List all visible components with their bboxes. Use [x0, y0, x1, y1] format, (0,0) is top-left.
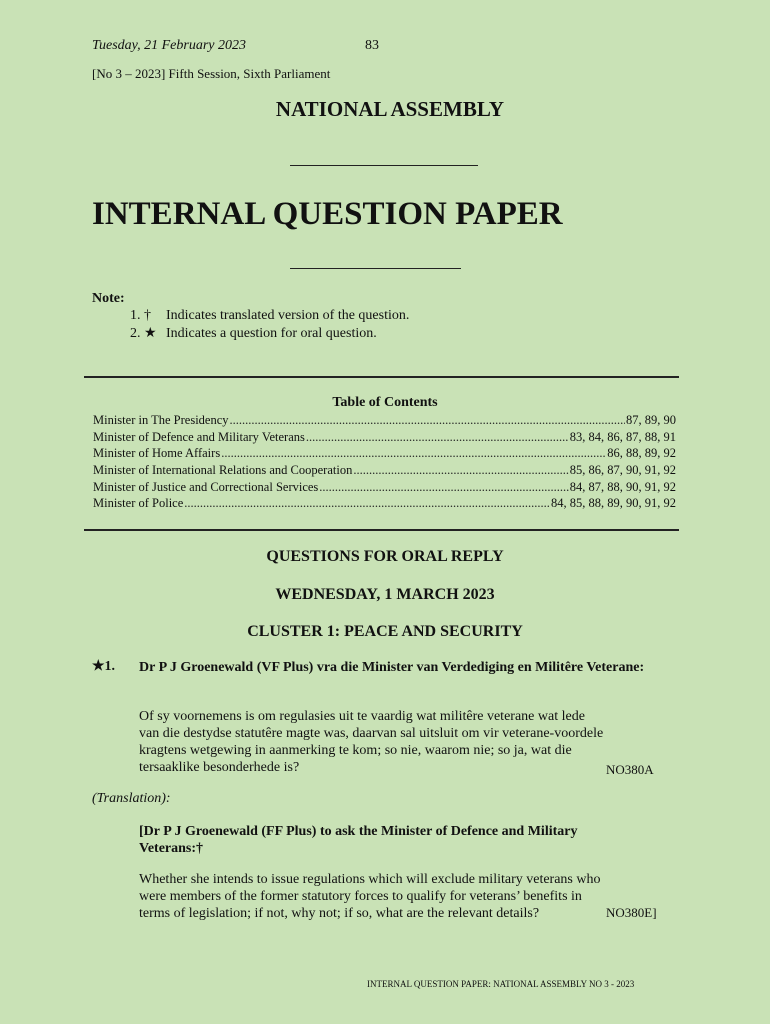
- question-line: van die destydse statutêre magte was, daarvan sal uitsluit om vir veterane-voordele: [139, 726, 604, 741]
- translation-heading: [139, 823, 659, 857]
- toc-entry-name: Minister of Home Affairs: [93, 446, 221, 461]
- session-line: [No 3 – 2023] Fifth Session, Sixth Parliament: [92, 66, 331, 81]
- toc-entry[interactable]: [93, 445, 676, 462]
- section-heading: QUESTIONS FOR ORAL REPLY: [266, 548, 504, 565]
- toc-entry-name: Minister of International Relations and Cooperation: [93, 463, 353, 478]
- leader-dots: [230, 412, 625, 429]
- divider: [290, 165, 478, 166]
- question-line: kragtens wetgewing in aanmerking te kom; so nie, waarom nie; so ja, wat die: [139, 743, 572, 758]
- question-line: tersaaklike besonderhede is?: [139, 760, 300, 775]
- section-rule: [84, 376, 679, 378]
- paper-title: INTERNAL QUESTION PAPER: [92, 196, 563, 232]
- translation-line: Whether she intends to issue regulations which will exclude military veterans who: [139, 872, 601, 887]
- question-heading: Dr P J Groenewald (VF Plus) vra die Minister van Verdediging en Militêre Veterane:: [139, 660, 645, 675]
- cluster-heading: CLUSTER 1: PEACE AND SECURITY: [247, 623, 523, 640]
- translation-line: terms of legislation; if not, why not; if so, what are the relevant details?: [139, 906, 540, 921]
- note-item-number: 2. ★: [130, 326, 157, 341]
- translation-line: were members of the former statutory forces to qualify for veterans’ benefits in: [139, 889, 582, 904]
- translation-heading-line: [Dr P J Groenewald (FF Plus) to ask the Minister of Defence and Military: [139, 824, 578, 839]
- leader-dots: [221, 445, 606, 462]
- toc-entry-name: Minister in The Presidency: [93, 413, 229, 427]
- leader-dots: [319, 479, 568, 496]
- leader-dots: [184, 495, 550, 512]
- page-footer: INTERNAL QUESTION PAPER: NATIONAL ASSEMBLY NO 3 - 2023: [367, 979, 635, 989]
- page-number: 83: [365, 38, 379, 53]
- note-item: [130, 308, 409, 324]
- toc-entry[interactable]: [93, 412, 676, 429]
- sitting-date: WEDNESDAY, 1 MARCH 2023: [275, 586, 495, 603]
- toc-entry-pages: 83, 84, 86, 87, 88, 91: [569, 429, 676, 444]
- question-body: [139, 708, 659, 776]
- table-of-contents: [93, 412, 676, 512]
- leader-dots: [306, 429, 569, 446]
- question-ref: NO380A: [606, 762, 654, 777]
- toc-entry-pages: 87, 89, 90: [626, 413, 676, 427]
- note-item: [130, 325, 377, 342]
- toc-entry-pages: 86, 88, 89, 92: [607, 446, 676, 461]
- toc-entry[interactable]: [93, 495, 676, 512]
- note-item-text: Indicates translated version of the question.: [166, 308, 410, 323]
- toc-entry-name: Minister of Justice and Correctional Services: [93, 479, 319, 494]
- house-title: NATIONAL ASSEMBLY: [275, 97, 505, 121]
- section-rule: [84, 529, 679, 531]
- header-date: Tuesday, 21 February 2023: [92, 38, 246, 53]
- toc-entry-pages: 85, 86, 87, 90, 91, 92: [569, 463, 676, 478]
- toc-entry-name: Minister of Defence and Military Veterans: [93, 429, 305, 444]
- translation-label: (Translation):: [92, 791, 171, 806]
- translation-body: [139, 871, 659, 922]
- toc-entry[interactable]: [93, 429, 676, 446]
- note-item-number: 1. †: [130, 308, 151, 323]
- question-number: ★1.: [92, 659, 116, 674]
- translation-ref: NO380E]: [606, 905, 657, 920]
- toc-entry-pages: 84, 85, 88, 89, 90, 91, 92: [551, 496, 676, 511]
- note-item-text: Indicates a question for oral question.: [166, 326, 377, 341]
- toc-entry-name: Minister of Police: [93, 496, 184, 511]
- question-line: Of sy voornemens is om regulasies uit te vaardig wat militêre veterane wat lede: [139, 709, 585, 724]
- divider: [290, 268, 461, 269]
- toc-title: Table of Contents: [332, 395, 438, 410]
- translation-heading-line: Veterans:†: [139, 841, 204, 856]
- note-label: Note:: [92, 291, 125, 306]
- toc-entry-pages: 84, 87, 88, 90, 91, 92: [569, 479, 676, 494]
- toc-entry[interactable]: [93, 462, 676, 479]
- leader-dots: [353, 462, 568, 479]
- toc-entry[interactable]: [93, 479, 676, 496]
